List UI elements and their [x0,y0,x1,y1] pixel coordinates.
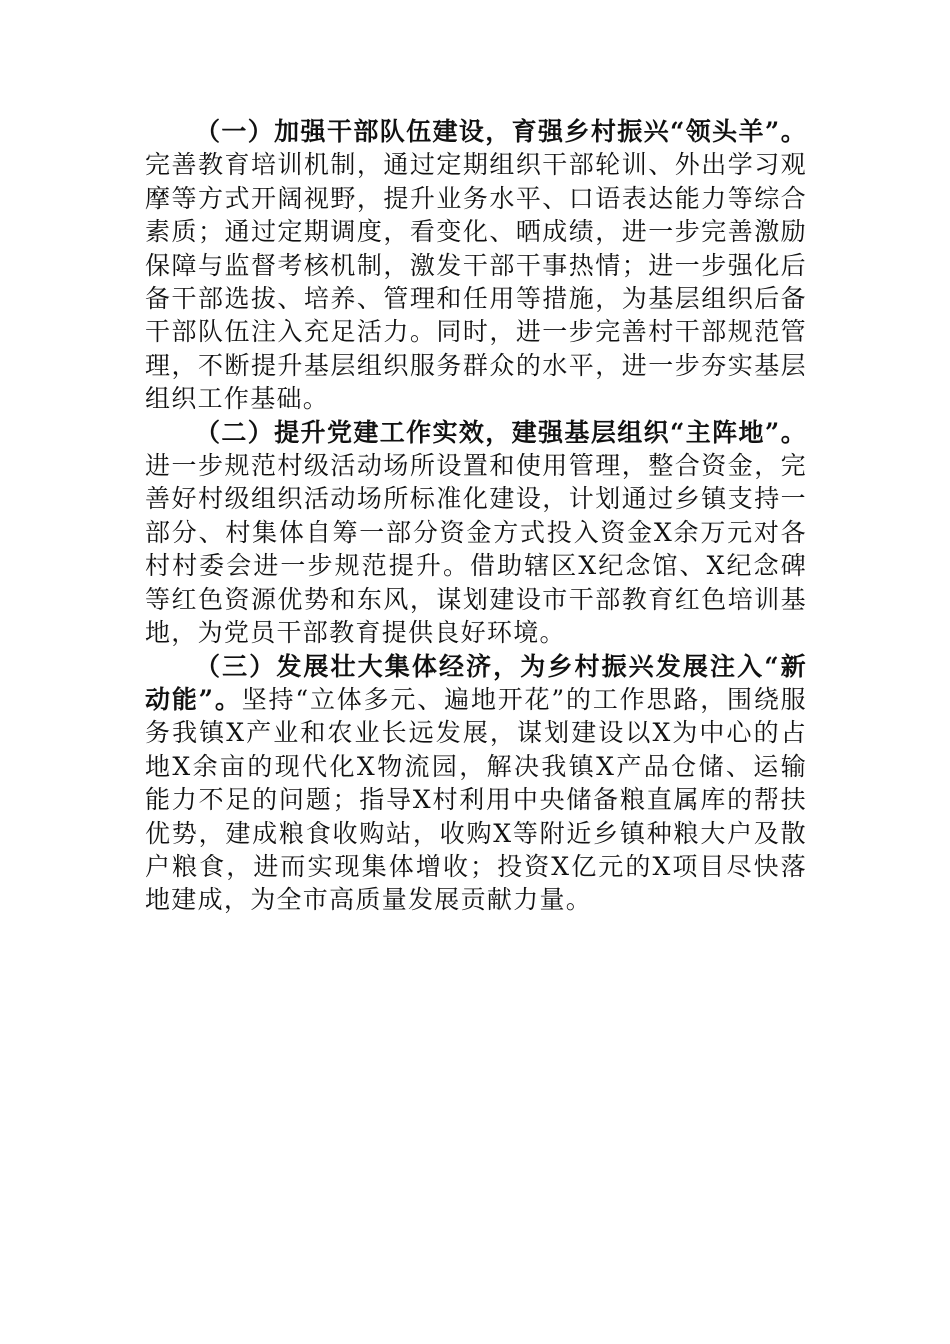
section-1-heading: （一）加强干部队伍建设，育强乡村振兴“领头羊”。 [195,117,807,146]
section-3-paragraph [145,650,807,917]
section-2-body: 进一步规范村级活动场所设置和使用管理，整合资金，完善好村级组织活动场所标准化建设，计划通过乡镇支持一部分、村集体自筹一部分资金方式投入资金X余万元对各村村委会进一步规范提升。借助辖区X纪念馆、X纪念碑等红色资源优势和东风，谋划建设市干部教育红色培训基地，为党员干部教育提供良好环境。 [145,451,807,648]
section-3-body: 坚持“立体多元、遍地开花”的工作思路，围绕服务我镇X产业和农业长远发展，谋划建设以X为中心的占地X余亩的现代化X物流园，解决我镇X产品仓储、运输能力不足的问题；指导X村利用中央储备粮直属库的帮扶优势，建成粮食收购站，收购X等附近乡镇种粮大户及散户粮食，进而实现集体增收；投资X亿元的X项目尽快落地建成，为全市高质量发展贡献力量。 [145,684,807,915]
section-1-paragraph [145,115,807,416]
section-1-body: 完善教育培训机制，通过定期组织干部轮训、外出学习观摩等方式开阔视野，提升业务水平、口语表达能力等综合素质；通过定期调度，看变化、晒成绩，进一步完善激励保障与监督考核机制，激发干部干事热情；进一步强化后备干部选拔、培养、管理和任用等措施，为基层组织后备干部队伍注入充足活力。同时，进一步完善村干部规范管理，不断提升基层组织服务群众的水平，进一步夯实基层组织工作基础。 [145,150,807,414]
document-page [145,115,807,917]
section-2-heading: （二）提升党建工作实效，建强基层组织“主阵地”。 [195,417,807,447]
section-3-heading: （三）发展壮大集体经济，为乡村振兴发展注入“新动能”。 [145,651,807,714]
section-2-paragraph [145,416,807,650]
